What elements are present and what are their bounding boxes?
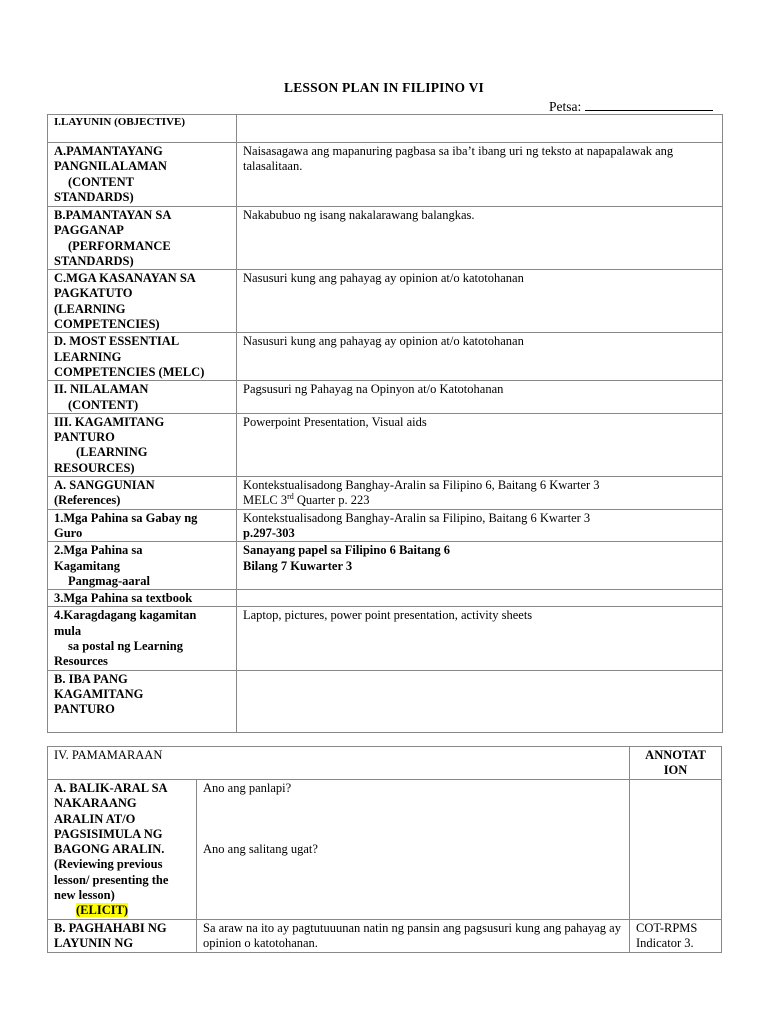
table-row bbox=[48, 115, 723, 143]
review-questions bbox=[197, 780, 630, 920]
learning-resources-value: Powerpoint Presentation, Visual aids bbox=[237, 413, 723, 476]
content-value: Pagsusuri ng Pahayag na Opinyon at/o Katotohanan bbox=[237, 381, 723, 414]
content-standards-value: Naisasagawa ang mapanuring pagbasa sa iba’t ibang uri ng teksto at napapalawak ang talasalitaan. bbox=[237, 143, 723, 207]
teacher-guide-value: Kontekstualisadong Banghay-Aralin sa Filipino, Baitang 6 Kwarter 3 p.297-303 bbox=[237, 509, 723, 542]
table-row bbox=[48, 590, 723, 607]
performance-standards-label: B.PAMANTAYAN SA PAGGANAP (PERFORMANCE STANDARDS) bbox=[48, 207, 237, 270]
empty-cell bbox=[237, 115, 723, 143]
question-2: Ano ang salitang ugat? bbox=[203, 842, 318, 857]
table-row bbox=[48, 542, 723, 590]
table-row bbox=[48, 509, 723, 542]
melc-label: D. MOST ESSENTIAL LEARNING COMPETENCIES (MELC) bbox=[48, 333, 237, 381]
empty-cell bbox=[237, 670, 723, 732]
references-label: A. SANGGUNIAN (References) bbox=[48, 477, 237, 510]
teacher-guide-label: 1.Mga Pahina sa Gabay ng Guro bbox=[48, 509, 237, 542]
empty-cell bbox=[630, 780, 722, 920]
document-title: LESSON PLAN IN FILIPINO VI bbox=[284, 80, 484, 95]
content-label: II. NILALAMAN (CONTENT) bbox=[48, 381, 237, 414]
question-1: Ano ang panlapi? bbox=[203, 781, 292, 795]
date-field[interactable] bbox=[549, 98, 713, 115]
procedure-header: IV. PAMAMARAAN bbox=[48, 747, 630, 780]
table-row bbox=[48, 270, 723, 333]
empty-cell bbox=[237, 590, 723, 607]
lesson-purpose-annotation: COT-RPMS Indicator 3. bbox=[630, 919, 722, 952]
objective-header: I.LAYUNIN (OBJECTIVE) bbox=[48, 115, 237, 143]
table-row bbox=[48, 143, 723, 207]
review-label: A. BALIK-ARAL SA NAKARAANG ARALIN AT/O PAGSISIMULA NG BAGONG ARALIN. (Reviewing previous lesson/ presenting the new lesson) (ELICIT) bbox=[48, 780, 197, 920]
learner-materials-value: Sanayang papel sa Filipino 6 Baitang 6 Bilang 7 Kuwarter 3 bbox=[237, 542, 723, 590]
learning-competencies-value: Nasusuri kung ang pahayag ay opinion at/o katotohanan bbox=[237, 270, 723, 333]
date-blank-line[interactable] bbox=[585, 98, 713, 111]
table-row bbox=[48, 207, 723, 270]
date-label: Petsa: bbox=[549, 99, 582, 114]
references-value: Kontekstualisadong Banghay-Aralin sa Filipino 6, Baitang 6 Kwarter 3 MELC 3rd Quarter p. 223 bbox=[237, 477, 723, 510]
table-row bbox=[48, 413, 723, 476]
learner-materials-label: 2.Mga Pahina sa Kagamitang Pangmag-aaral bbox=[48, 542, 237, 590]
content-standards-label: A.PAMANTAYANG PANGNILALAMAN (CONTENT STANDARDS) bbox=[48, 143, 237, 207]
table-row bbox=[48, 670, 723, 732]
table-row bbox=[48, 333, 723, 381]
lesson-purpose-label: B. PAGHAHABI NG LAYUNIN NG bbox=[48, 919, 197, 952]
table-row bbox=[48, 919, 722, 952]
textbook-pages-label: 3.Mga Pahina sa textbook bbox=[48, 590, 237, 607]
other-materials-label: B. IBA PANG KAGAMITANG PANTURO bbox=[48, 670, 237, 732]
table-row bbox=[48, 477, 723, 510]
procedure-table bbox=[47, 746, 722, 953]
additional-materials-value: Laptop, pictures, power point presentation, activity sheets bbox=[237, 607, 723, 670]
table-row bbox=[48, 780, 722, 920]
additional-materials-label: 4.Karagdagang kagamitan mula sa postal ng Learning Resources bbox=[48, 607, 237, 670]
elicit-highlight: (ELICIT) bbox=[76, 903, 129, 918]
learning-resources-label: III. KAGAMITANG PANTURO (LEARNING RESOURCES) bbox=[48, 413, 237, 476]
table-row bbox=[48, 607, 723, 670]
melc-value: Nasusuri kung ang pahayag ay opinion at/o katotohanan bbox=[237, 333, 723, 381]
table-row bbox=[48, 747, 722, 780]
learning-competencies-label: C.MGA KASANAYAN SA PAGKATUTO (LEARNING COMPETENCIES) bbox=[48, 270, 237, 333]
performance-standards-value: Nakabubuo ng isang nakalarawang balangkas. bbox=[237, 207, 723, 270]
table-row bbox=[48, 381, 723, 414]
annotation-header: ANNOTAT ION bbox=[630, 747, 722, 780]
lesson-purpose-value: Sa araw na ito ay pagtutuuunan natin ng pansin ang pagsusuri kung ang pahayag ay opinion o katotohanan. bbox=[197, 919, 630, 952]
objectives-table bbox=[47, 114, 723, 733]
